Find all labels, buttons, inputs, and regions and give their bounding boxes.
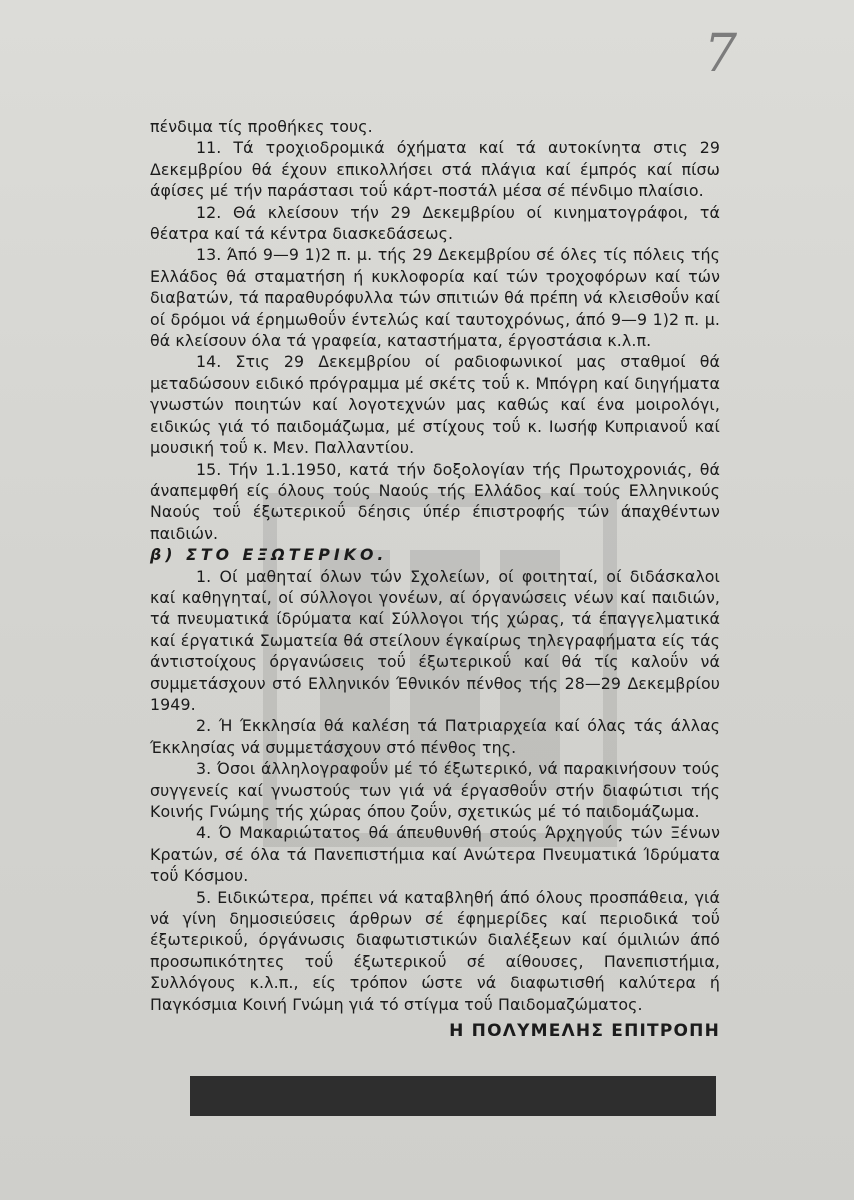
- footer-black-band: [190, 1076, 716, 1116]
- section-title-abroad: β) ΣΤΟ ΕΞΩΤΕΡΙΚΟ.: [150, 545, 388, 565]
- paragraph-continuation: πένδιμα τίς προθήκες τους.: [150, 117, 373, 136]
- page-number: 7: [704, 24, 738, 84]
- paragraph-15: 15. Τήν 1.1.1950, κατά τήν δοξολογίαν τής Πρωτοχρονιάς, θά άναπεμφθή είς όλους τούς Ναούς τής Ελλάδος καί τούς Ελληνικούς Ναούς τοΰ έξωτερικοΰ δέησις ύπέρ έπιστροφής τών άπαχθέντων παιδιών.: [150, 459, 720, 543]
- paragraph-13: 13. Άπό 9—9 1)2 π. μ. τής 29 Δεκεμβρίου σέ όλες τίς πόλεις τής Ελλάδος θά σταματήση ή κυκλοφορία καί τών τροχοφόρων καί τών διαβατών, τά παραθυρόφυλλα τών σπιτιών θά πρέπη νά κλεισθοΰν καί οί δρόμοι νά έρημωθοΰν έντελώς καί ταυτοχρόνως, άπό 9—9 1)2 π. μ. θά κλείσουν όλα τά γραφεία, καταστήματα, έργοστάσια κ.λ.π.: [150, 245, 720, 351]
- paragraph-12: 12. Θά κλείσουν τήν 29 Δεκεμβρίου οί κινηματογράφοι, τά θέατρα καί τά κέντρα διασκεδάσεως.: [150, 202, 720, 244]
- paragraph-14: 14. Στις 29 Δεκεμβρίου οί ραδιοφωνικοί μας σταθμοί θά μεταδώσουν ειδικό πρόγραμμα μέ σκέτς τοΰ κ. Μπόγρη καί διηγήματα γνωστών ποιητών καί λογοτεχνών μας καθώς καί ένα μοιρολόγι, ειδικώς γιά τό παιδομάζωμα, μέ στίχους τοΰ κ. Ιωσήφ Κυπριανοΰ καί μουσική τοΰ κ. Μεν. Παλλαντίου.: [150, 352, 720, 458]
- paragraph-11: 11. Τά τροχιοδρομικά όχήματα καί τά αυτοκίνητα στις 29 Δεκεμβρίου θά έχουν επικολλήσει στά πλάγια καί έμπρός καί πίσω άφίσες μέ τήν παράστασι τοΰ κάρτ-ποστάλ μέσα σέ πένδιμο πλαίσιο.: [150, 138, 720, 201]
- abroad-paragraph-1: 1. Οί μαθηταί όλων τών Σχολείων, οί φοιτηταί, οί διδάσκαλοι καί καθηγηταί, οί σύλλογοι γονέων, αί όργανώσεις νέων καί παιδιών, τά πνευματικά ίδρύματα καί Σύλλογοι τής χώρας, τά έπαγγελματικά καί έργατικά Σωματεία θά στείλουν έγκαίρως τηλεγραφήματα είς τάς άντιστοίχους όργανώσεις τοΰ έξωτερικοΰ καί θά τίς καλοΰν νά συμμετάσχουν στό Ελληνικόν Έθνικόν πένθος τής 28—29 Δεκεμβρίου 1949.: [150, 566, 720, 714]
- abroad-paragraph-4: 4. Ό Μακαριώτατος θά άπευθυνθή στούς Άρχηγούς τών Ξένων Κρατών, σέ όλα τά Πανεπιστήμια καί Ανώτερα Πνευματικά Ίδρύματα τοΰ Κόσμου.: [150, 823, 720, 886]
- abroad-paragraph-5: 5. Ειδικώτερα, πρέπει νά καταβληθή άπό όλους προσπάθεια, γιά νά γίνη δημοσιεύσεις άρθρων σέ έφημερίδες καί περιοδικά τοΰ έξωτερικοΰ, όργάνωσις διαφωτιστικών διαλέξεων καί όμιλιών άπό προσωπικότητες τοΰ έξωτερικοΰ σέ αίθουσες, Πανεπιστήμια, Συλλόγους κ.λ.π., είς τρόπον ώστε νά διαφωτισθή καλύτερα ή Παγκόσμια Κοινή Γνώμη γιά τό στίγμα τοΰ Παιδομαζώματος.: [150, 887, 720, 1014]
- letter-body: [150, 116, 720, 1042]
- abroad-paragraph-3: 3. Όσοι άλληλογραφοΰν μέ τό έξωτερικό, νά παρακινήσουν τούς συγγενείς καί γνωστούς των γιά νά έργασθοΰν στήν διαφώτισι τής Κοινής Γνώμης τής χώρας όπου ζοΰν, σχετικώς μέ τό παιδομάζωμα.: [150, 759, 720, 821]
- signature: Η ΠΟΛΥΜΕΛΗΣ ΕΠΙΤΡΟΠΗ: [449, 1021, 720, 1042]
- abroad-paragraph-2: 2. Ή Έκκλησία θά καλέση τά Πατριαρχεία καί όλας τάς άλλας Έκκλησίας νά συμμετάσχουν στό πένθος της.: [150, 716, 720, 757]
